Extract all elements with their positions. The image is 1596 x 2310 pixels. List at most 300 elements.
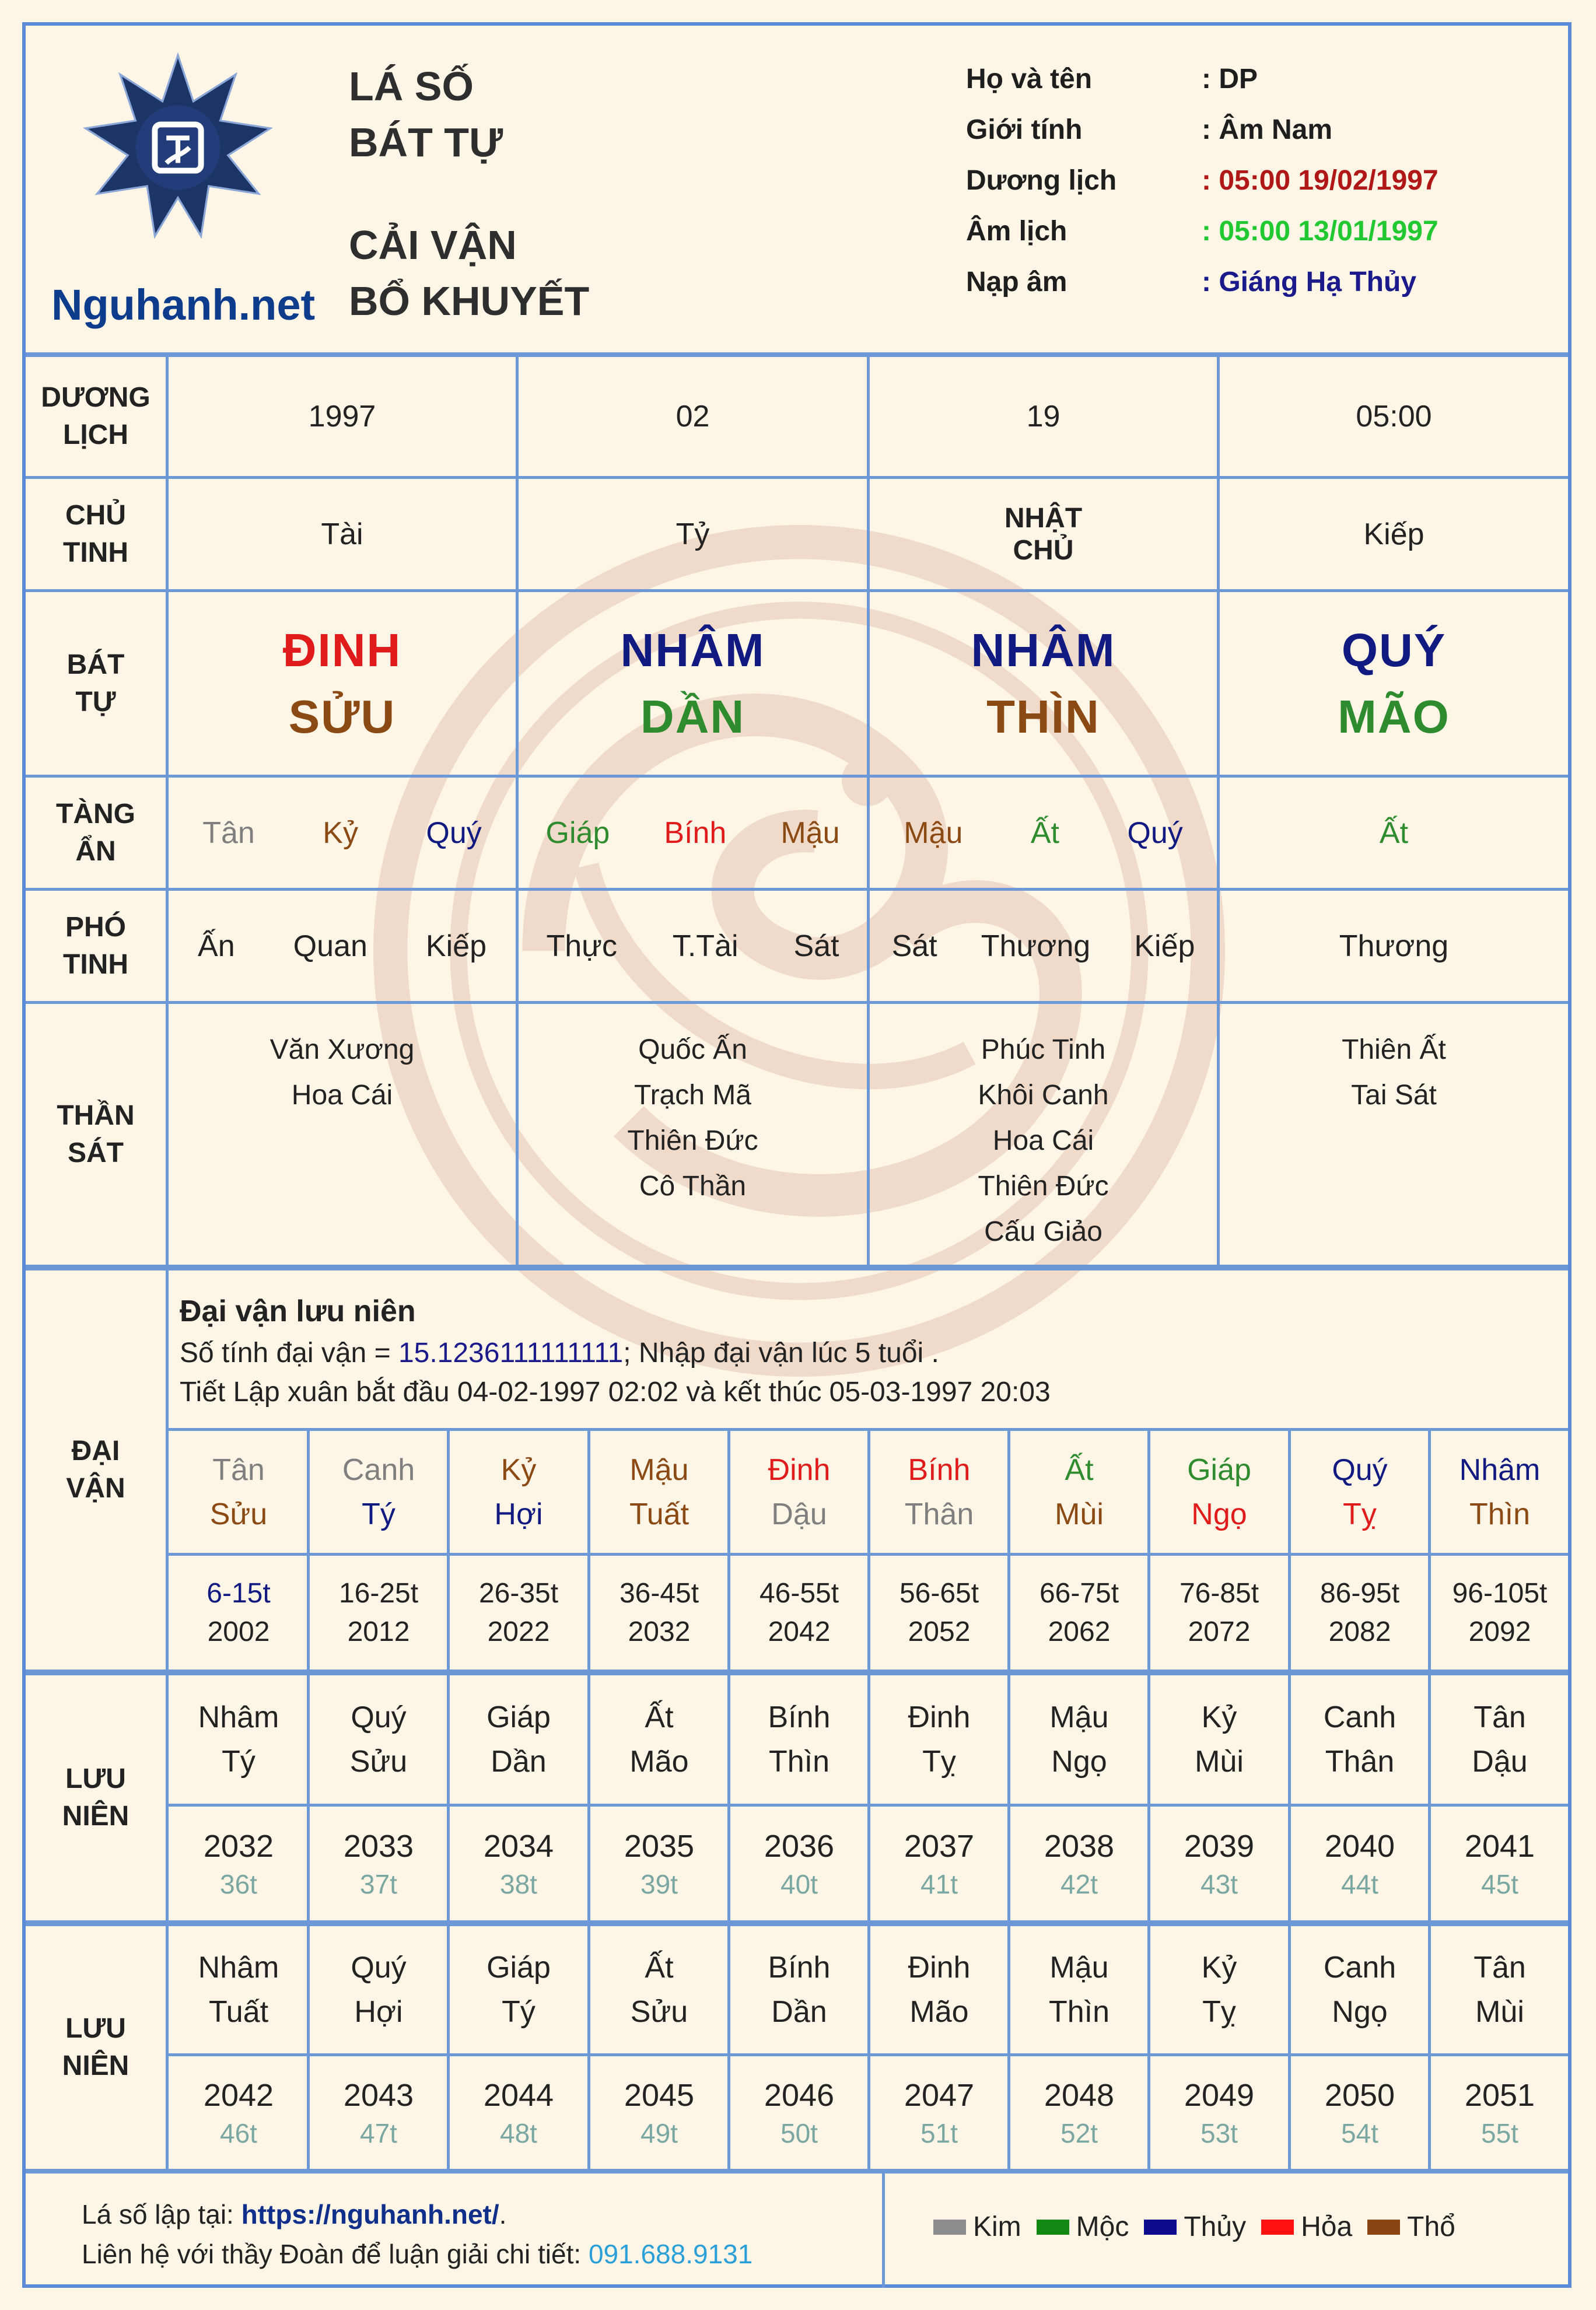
hidden-stem: Bính <box>664 816 727 850</box>
footer-site-link[interactable]: https://nguhanh.net/ <box>241 2199 499 2230</box>
luu-nien-pillar <box>1009 1926 1149 2053</box>
luu-nien-chi: Tý <box>502 1995 536 2029</box>
hidden-stem: Kỷ <box>323 816 358 850</box>
dai-van-chi: Hợi <box>494 1497 543 1531</box>
luu-nien-can: Ất <box>645 1951 674 1985</box>
dai-van-number-suffix: ; Nhập đại vận lúc 5 tuổi . <box>623 1338 939 1368</box>
legend-item <box>1261 2211 1352 2243</box>
dai-van-chi: Thìn <box>1469 1497 1531 1531</box>
luu-nien-pillar <box>729 1926 869 2053</box>
luu-nien-chi: Tỵ <box>1202 1995 1236 2029</box>
luu-nien-pillar <box>169 1926 309 2053</box>
pho-tinh-item: Thương <box>1339 929 1449 963</box>
dai-van-pillar <box>169 1431 309 1553</box>
pho-tinh-cell <box>870 891 1217 1001</box>
duong-lich-cell: 05:00 <box>1356 400 1432 433</box>
info-label: Nạp âm <box>966 267 1068 298</box>
bat-tu-cell <box>519 592 867 775</box>
luu-nien-year: 2050 <box>1324 2077 1395 2113</box>
luu-nien-pillar <box>1149 1926 1289 2053</box>
dai-van-chi: Sửu <box>209 1497 268 1531</box>
pho-tinh-item: Kiếp <box>1134 929 1195 963</box>
legend-label: Thủy <box>1184 2211 1247 2242</box>
footer-site-prefix: Lá số lập tại: <box>82 2199 242 2230</box>
dai-van-pillar <box>1290 1431 1430 1553</box>
luu-nien-can: Quý <box>351 1700 407 1734</box>
than-sat-label <box>26 1004 166 1265</box>
hidden-stem: Quý <box>1127 816 1183 850</box>
luu-nien-year: 2034 <box>483 1828 554 1864</box>
pho-tinh-item: T.Tài <box>672 929 738 963</box>
dai-van-intro <box>180 1294 1051 1408</box>
luu-nien-year: 2045 <box>624 2077 695 2113</box>
dai-van-chi: Thân <box>904 1497 974 1531</box>
legend-item <box>933 2211 1021 2243</box>
dai-van-year: 2022 <box>487 1616 550 1647</box>
footer-contact-prefix: Liên hệ với thầy Đoàn để luận giải chi tiết: <box>82 2239 589 2269</box>
dai-van-number-prefix: Số tính đại vận = <box>180 1338 398 1368</box>
pho-tinh-item: Thương <box>981 929 1091 963</box>
luu-nien-can: Giáp <box>487 1951 551 1985</box>
luu-nien-year-cell <box>309 1807 449 1920</box>
dai-van-can: Kỷ <box>501 1452 537 1487</box>
duong-lich-cell: 19 <box>1026 400 1060 433</box>
luu-nien-chi: Dần <box>771 1995 827 2029</box>
info-value: : Giáng Hạ Thủy <box>1202 267 1417 298</box>
info-label: Giới tính <box>966 114 1083 145</box>
legend-swatch <box>1367 2220 1400 2235</box>
label-word: SÁT <box>68 1137 124 1168</box>
luu-nien-chi: Mùi <box>1195 1745 1244 1779</box>
luu-nien-can: Mậu <box>1049 1700 1109 1734</box>
than-sat-item: Thiên Đức <box>627 1125 758 1156</box>
dai-van-number: 15.1236111111111 <box>398 1338 624 1368</box>
luu-nien-age: 51t <box>921 2118 958 2148</box>
legend-label: Kim <box>973 2211 1021 2242</box>
footer-info <box>82 2194 752 2274</box>
luu-nien-year: 2032 <box>203 1828 274 1864</box>
luu-nien-year-cell <box>1149 1807 1289 1920</box>
dai-van-year: 2002 <box>207 1616 270 1647</box>
label-word: LƯU <box>65 2013 126 2044</box>
label-word: TINH <box>63 949 128 980</box>
info-label: Họ và tên <box>966 64 1093 94</box>
luu-nien-age: 41t <box>921 1868 958 1899</box>
title-line-1: LÁ SỐ <box>349 64 474 109</box>
dai-van-period <box>869 1556 1009 1670</box>
dia-chi: MÃO <box>1338 690 1450 743</box>
luu-nien-pillar <box>869 1675 1009 1804</box>
luu-nien-label <box>26 1675 166 1920</box>
luu-nien-year-cell <box>449 2056 589 2169</box>
label-word: LƯU <box>65 1763 126 1794</box>
luu-nien-age: 48t <box>500 2118 537 2148</box>
dai-van-period <box>169 1556 309 1670</box>
pho-tinh-label <box>26 891 166 1001</box>
luu-nien-pillar <box>1290 1675 1430 1804</box>
than-sat-cell <box>1220 1004 1568 1265</box>
luu-nien-year-cell <box>1149 2056 1289 2169</box>
dai-van-year: 2032 <box>628 1616 691 1647</box>
dai-van-chi: Tý <box>362 1497 396 1531</box>
label-word: BÁT <box>66 649 125 680</box>
luu-nien-year: 2046 <box>764 2077 835 2113</box>
dai-van-year: 2062 <box>1048 1616 1111 1647</box>
luu-nien-year-cell <box>869 2056 1009 2169</box>
legend-item <box>1367 2211 1455 2243</box>
luu-nien-can: Đinh <box>908 1951 971 1985</box>
legend-swatch <box>933 2220 966 2235</box>
luu-nien-label <box>26 1926 166 2169</box>
dai-van-age: 96-105t <box>1452 1577 1548 1609</box>
dai-van-chi: Dậu <box>771 1497 827 1531</box>
dai-van-period <box>1009 1556 1149 1670</box>
dai-van-age: 26-35t <box>478 1577 559 1609</box>
tang-an-cell <box>519 778 867 888</box>
dai-van-period <box>449 1556 589 1670</box>
title-line-4: BỔ KHUYẾT <box>349 278 590 324</box>
label-word: ĐẠI <box>71 1436 120 1466</box>
luu-nien-chi: Thân <box>1325 1745 1395 1779</box>
dai-van-age: 66-75t <box>1039 1577 1119 1609</box>
title-line-2: BÁT TỰ <box>349 120 503 165</box>
dai-van-can: Quý <box>1332 1452 1388 1487</box>
dai-van-period <box>1149 1556 1289 1670</box>
luu-nien-age: 50t <box>780 2118 818 2148</box>
chart-title <box>349 58 589 329</box>
hidden-stem: Giáp <box>545 816 610 850</box>
label-word: LỊCH <box>63 419 128 450</box>
luu-nien-pillar <box>1290 1926 1430 2053</box>
dai-van-year: 2092 <box>1468 1616 1531 1647</box>
luu-nien-chi: Dậu <box>1472 1745 1528 1779</box>
luu-nien-can: Giáp <box>487 1700 551 1734</box>
dai-van-year: 2012 <box>347 1616 410 1647</box>
label-word: TỰ <box>75 686 116 718</box>
dai-van-pillar <box>729 1431 869 1553</box>
luu-nien-chi: Dần <box>491 1745 547 1779</box>
luu-nien-year: 2051 <box>1464 2077 1535 2113</box>
info-value: : 05:00 13/01/1997 <box>1202 216 1438 247</box>
pho-tinh-item: Sát <box>793 929 839 963</box>
luu-nien-pillar <box>449 1675 589 1804</box>
thien-can: ĐINH <box>282 624 402 676</box>
dai-van-can: Giáp <box>1187 1452 1251 1487</box>
dai-van-age: 86-95t <box>1320 1577 1400 1609</box>
dai-van-period <box>729 1556 869 1670</box>
luu-nien-year: 2038 <box>1044 1828 1115 1864</box>
legend-swatch <box>1037 2220 1069 2235</box>
dai-van-chi: Tỵ <box>1343 1497 1377 1531</box>
dai-van-age: 56-65t <box>899 1577 979 1609</box>
pho-tinh-item: Quan <box>293 929 368 963</box>
duong-lich-cell: 1997 <box>308 400 376 433</box>
label-word: PHÓ <box>65 911 126 943</box>
pho-tinh-item: Kiếp <box>425 929 487 963</box>
luu-nien-year-cell <box>309 2056 449 2169</box>
dai-van-chi: Ngọ <box>1191 1497 1247 1531</box>
luu-nien-pillar <box>449 1926 589 2053</box>
dai-van-can: Ất <box>1065 1452 1094 1487</box>
luu-nien-chi: Thìn <box>768 1745 830 1779</box>
luu-nien-can: Đinh <box>908 1700 971 1734</box>
luu-nien-year-cell <box>589 1807 729 1920</box>
pho-tinh-cell <box>1220 891 1568 1001</box>
luu-nien-can: Nhâm <box>198 1700 279 1734</box>
than-sat-item: Hoa Cái <box>992 1125 1094 1156</box>
bat-tu-cell <box>1220 592 1568 775</box>
chu-tinh-cell <box>870 479 1217 589</box>
dai-van-can: Bính <box>908 1452 971 1487</box>
chu-tinh-label <box>26 479 166 589</box>
label-word: VẬN <box>66 1473 125 1504</box>
than-sat-item: Cô Thần <box>639 1171 747 1202</box>
luu-nien-age: 42t <box>1060 1868 1098 1899</box>
luu-nien-age: 43t <box>1200 1868 1238 1899</box>
luu-nien-pillar <box>309 1926 449 2053</box>
luu-nien-age: 47t <box>360 2118 397 2148</box>
legend-item <box>1037 2211 1129 2243</box>
luu-nien-year-cell <box>449 1807 589 1920</box>
dai-van-pillar <box>309 1431 449 1553</box>
luu-nien-can: Ất <box>645 1700 674 1734</box>
luu-nien-pillar <box>309 1675 449 1804</box>
label-word: THẦN <box>57 1100 135 1131</box>
hidden-stem: Tân <box>202 816 255 850</box>
luu-nien-can: Quý <box>351 1951 407 1985</box>
luu-nien-year: 2042 <box>203 2077 274 2113</box>
luu-nien-age: 53t <box>1200 2118 1238 2148</box>
luu-nien-year: 2037 <box>904 1828 975 1864</box>
dai-van-pillar <box>1009 1431 1149 1553</box>
label-word: NIÊN <box>62 1801 130 1832</box>
luu-nien-year: 2041 <box>1464 1828 1535 1864</box>
legend-label: Thổ <box>1407 2211 1455 2242</box>
label-word: TINH <box>63 537 128 568</box>
label-word: CHỦ <box>65 499 126 531</box>
luu-nien-age: 52t <box>1060 2118 1098 2148</box>
bat-tu-cell <box>870 592 1217 775</box>
luu-nien-age: 54t <box>1341 2118 1378 2148</box>
duong-lich-cell: 02 <box>676 400 710 433</box>
dai-van-tiet-line: Tiết Lập xuân bắt đầu 04-02-1997 02:02 và kết thúc 05-03-1997 20:03 <box>180 1377 1051 1408</box>
luu-nien-can: Bính <box>768 1700 831 1734</box>
luu-nien-chi: Mùi <box>1475 1995 1524 2029</box>
luu-nien-year: 2044 <box>483 2077 554 2113</box>
dai-van-chi: Mùi <box>1055 1497 1104 1531</box>
dia-chi: SỬU <box>288 690 396 743</box>
luu-nien-age: 37t <box>360 1868 397 1899</box>
dai-van-can: Mậu <box>629 1452 689 1487</box>
luu-nien-chi: Tuất <box>208 1995 269 2029</box>
footer-contact-line <box>82 2234 752 2274</box>
info-value: : DP <box>1202 64 1258 94</box>
duong-lich-label <box>26 357 166 476</box>
pho-tinh-cell <box>519 891 867 1001</box>
luu-nien-pillar <box>1430 1675 1570 1804</box>
dai-van-heading: Đại vận lưu niên <box>180 1294 416 1328</box>
luu-nien-year: 2047 <box>904 2077 975 2113</box>
dai-van-number-line <box>180 1337 1051 1369</box>
luu-nien-year-cell <box>169 2056 309 2169</box>
luu-nien-age: 40t <box>780 1868 818 1899</box>
luu-nien-age: 44t <box>1341 1868 1378 1899</box>
brand-name: Nguhanh.net <box>51 281 316 329</box>
than-sat-cell <box>169 1004 516 1265</box>
luu-nien-year: 2040 <box>1324 1828 1395 1864</box>
dai-van-year: 2052 <box>908 1616 971 1647</box>
luu-nien-year-cell <box>729 2056 869 2169</box>
dia-chi: DẦN <box>640 690 746 743</box>
luu-nien-pillar <box>589 1926 729 2053</box>
dai-van-period <box>1430 1556 1570 1670</box>
element-legend <box>933 2211 1471 2243</box>
luu-nien-can: Canh <box>1323 1700 1396 1734</box>
luu-nien-pillar <box>869 1926 1009 2053</box>
label-word: CHỦ <box>1013 534 1074 566</box>
legend-label: Mộc <box>1076 2211 1129 2242</box>
title-line-3: CẢI VẬN <box>349 222 517 268</box>
footer-site-suffix: . <box>499 2199 507 2230</box>
luu-nien-year: 2049 <box>1184 2077 1255 2113</box>
dai-van-can: Đinh <box>768 1452 831 1487</box>
dai-van-can: Tân <box>212 1452 265 1487</box>
luu-nien-age: 46t <box>220 2118 257 2148</box>
label-word: NHẬT <box>1004 502 1083 534</box>
luu-nien-pillar <box>1149 1675 1289 1804</box>
hidden-stem: Ất <box>1379 816 1409 850</box>
luu-nien-year-cell <box>1290 2056 1430 2169</box>
luu-nien-year-cell <box>869 1807 1009 1920</box>
dai-van-label <box>26 1270 166 1670</box>
luu-nien-chi: Ngọ <box>1051 1745 1107 1779</box>
than-sat-item: Cấu Giảo <box>984 1216 1102 1247</box>
luu-nien-age: 39t <box>640 1868 678 1899</box>
luu-nien-age: 55t <box>1481 2118 1518 2148</box>
than-sat-item: Thiên Ất <box>1342 1034 1446 1065</box>
than-sat-item: Thiên Đức <box>978 1171 1109 1202</box>
pho-tinh-item: Thực <box>546 929 617 963</box>
dai-van-age: 46-55t <box>759 1577 839 1609</box>
luu-nien-can: Mậu <box>1049 1951 1109 1985</box>
bat-tu-cell <box>169 592 516 775</box>
hidden-stem: Ất <box>1030 816 1059 850</box>
dai-van-year: 2082 <box>1328 1616 1391 1647</box>
thien-can: QUÝ <box>1341 624 1447 676</box>
info-value: : 05:00 19/02/1997 <box>1202 165 1438 196</box>
tang-an-cell <box>169 778 516 888</box>
chu-tinh-cell: Tỷ <box>676 517 710 551</box>
luu-nien-year: 2036 <box>764 1828 835 1864</box>
footer-phone[interactable]: 091.688.9131 <box>588 2239 753 2269</box>
luu-nien-chi: Sửu <box>630 1995 688 2029</box>
than-sat-item: Quốc Ấn <box>638 1034 747 1065</box>
luu-nien-year-cell <box>1430 2056 1570 2169</box>
info-label: Dương lịch <box>966 165 1117 196</box>
luu-nien-pillar <box>1430 1926 1570 2053</box>
luu-nien-pillar <box>1009 1675 1149 1804</box>
chu-tinh-cell: Kiếp <box>1363 517 1424 551</box>
dai-van-pillar <box>1430 1431 1570 1553</box>
dai-van-period <box>309 1556 449 1670</box>
info-value: : Âm Nam <box>1202 114 1333 145</box>
pho-tinh-item: Ấn <box>198 929 235 963</box>
than-sat-item: Phúc Tinh <box>981 1034 1106 1065</box>
dai-van-pillar <box>449 1431 589 1553</box>
luu-nien-year-cell <box>169 1807 309 1920</box>
dai-van-age: 36-45t <box>619 1577 699 1609</box>
dai-van-pillar <box>869 1431 1009 1553</box>
thien-can: NHÂM <box>971 624 1116 676</box>
luu-nien-year-cell <box>589 2056 729 2169</box>
luu-nien-year: 2048 <box>1044 2077 1115 2113</box>
dia-chi: THÌN <box>986 690 1100 743</box>
luu-nien-can: Tân <box>1474 1951 1526 1985</box>
than-sat-cell <box>519 1004 867 1265</box>
luu-nien-can: Tân <box>1474 1700 1526 1734</box>
luu-nien-can: Bính <box>768 1951 831 1985</box>
legend-item <box>1144 2211 1246 2243</box>
tang-an-cell <box>870 778 1217 888</box>
luu-nien-chi: Tý <box>222 1745 256 1779</box>
luu-nien-year-cell <box>1009 1807 1149 1920</box>
pho-tinh-item: Sát <box>891 929 937 963</box>
tang-an-cell <box>1220 778 1568 888</box>
label-word: ẨN <box>75 835 116 867</box>
dai-van-pillar <box>1149 1431 1289 1553</box>
dai-van-age: 76-85t <box>1179 1577 1259 1609</box>
dai-van-period <box>1290 1556 1430 1670</box>
than-sat-item: Trạch Mã <box>634 1080 751 1111</box>
luu-nien-pillar <box>589 1675 729 1804</box>
than-sat-cell <box>870 1004 1217 1265</box>
dai-van-can: Canh <box>342 1452 415 1487</box>
luu-nien-chi: Sửu <box>349 1745 408 1779</box>
luu-nien-can: Nhâm <box>198 1951 279 1985</box>
luu-nien-year: 2039 <box>1184 1828 1255 1864</box>
luu-nien-year: 2043 <box>343 2077 414 2113</box>
hidden-stem: Mậu <box>904 816 963 850</box>
than-sat-item: Khôi Canh <box>978 1080 1109 1111</box>
luu-nien-year-cell <box>1009 2056 1149 2169</box>
luu-nien-chi: Mão <box>629 1745 689 1779</box>
legend-swatch <box>1261 2220 1294 2235</box>
luu-nien-pillar <box>729 1675 869 1804</box>
label-word: DƯƠNG <box>41 382 150 413</box>
luu-nien-year-cell <box>1430 1807 1570 1920</box>
luu-nien-year-cell <box>1290 1807 1430 1920</box>
dai-van-pillar <box>589 1431 729 1553</box>
than-sat-item: Tai Sát <box>1351 1080 1437 1111</box>
luu-nien-year: 2035 <box>624 1828 695 1864</box>
than-sat-item: Văn Xương <box>270 1034 415 1065</box>
bat-tu-label <box>26 592 166 775</box>
luu-nien-chi: Tỵ <box>922 1745 956 1779</box>
info-label: Âm lịch <box>966 216 1068 247</box>
legend-label: Hỏa <box>1301 2211 1353 2242</box>
luu-nien-chi: Hợi <box>354 1995 403 2029</box>
luu-nien-age: 45t <box>1481 1868 1518 1899</box>
tang-an-label <box>26 778 166 888</box>
luu-nien-pillar <box>169 1675 309 1804</box>
chu-tinh-cell: Tài <box>321 517 363 551</box>
luu-nien-chi: Ngọ <box>1332 1995 1388 2029</box>
luu-nien-chi: Thìn <box>1048 1995 1110 2029</box>
legend-swatch <box>1144 2220 1177 2235</box>
hidden-stem: Mậu <box>780 816 840 850</box>
dai-van-age: 16-25t <box>338 1577 419 1609</box>
label-word: TÀNG <box>56 798 135 830</box>
